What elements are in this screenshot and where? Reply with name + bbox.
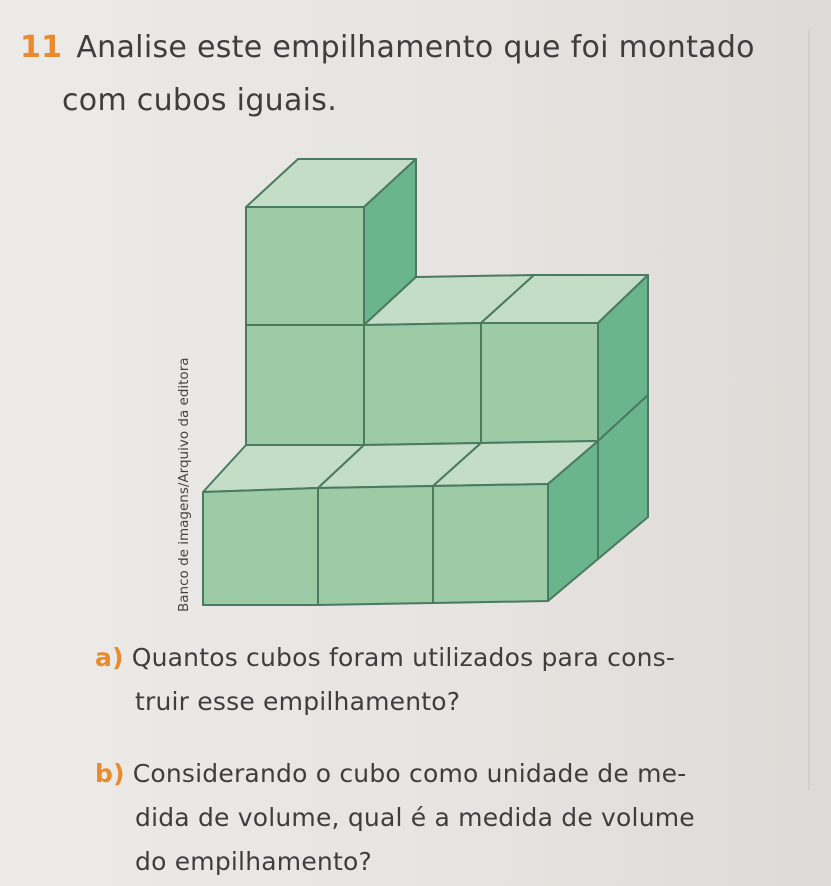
cube-front-face: [246, 207, 364, 325]
cube-front-face: [433, 484, 548, 603]
item-a-letter: a): [95, 643, 124, 672]
image-credit: Banco de imagens/Arquivo da editora: [176, 357, 192, 612]
item-a-text-1: Quantos cubos foram utilizados para cons-: [131, 643, 676, 672]
item-a: [95, 636, 795, 724]
item-b-line-1: [95, 752, 795, 796]
question-text-2: com cubos iguais.: [62, 82, 338, 118]
cube-front-face: [203, 488, 318, 605]
item-a-text-2: truir esse empilhamento?: [135, 687, 461, 716]
cube-front-face: [481, 323, 598, 443]
cube-front-face: [318, 486, 433, 605]
cube-stack-figure: [178, 155, 698, 625]
question-text-1: Analise este empilhamento que foi montado: [76, 30, 755, 65]
item-a-line-1: [95, 636, 795, 680]
question-header: [20, 22, 810, 127]
item-b: [95, 752, 795, 884]
question-number: 11: [20, 30, 63, 65]
page-edge-line: [808, 30, 810, 790]
cube-front-face: [246, 325, 364, 445]
item-b-text-1: Considerando o cubo como unidade de me-: [132, 759, 687, 788]
item-b-text-2: dida de volume, qual é a medida de volume: [135, 803, 695, 832]
item-b-text-3: do empilhamento?: [135, 847, 372, 876]
item-b-letter: b): [95, 759, 125, 788]
cube-front-face: [364, 323, 481, 445]
question-line-1: [20, 22, 810, 75]
